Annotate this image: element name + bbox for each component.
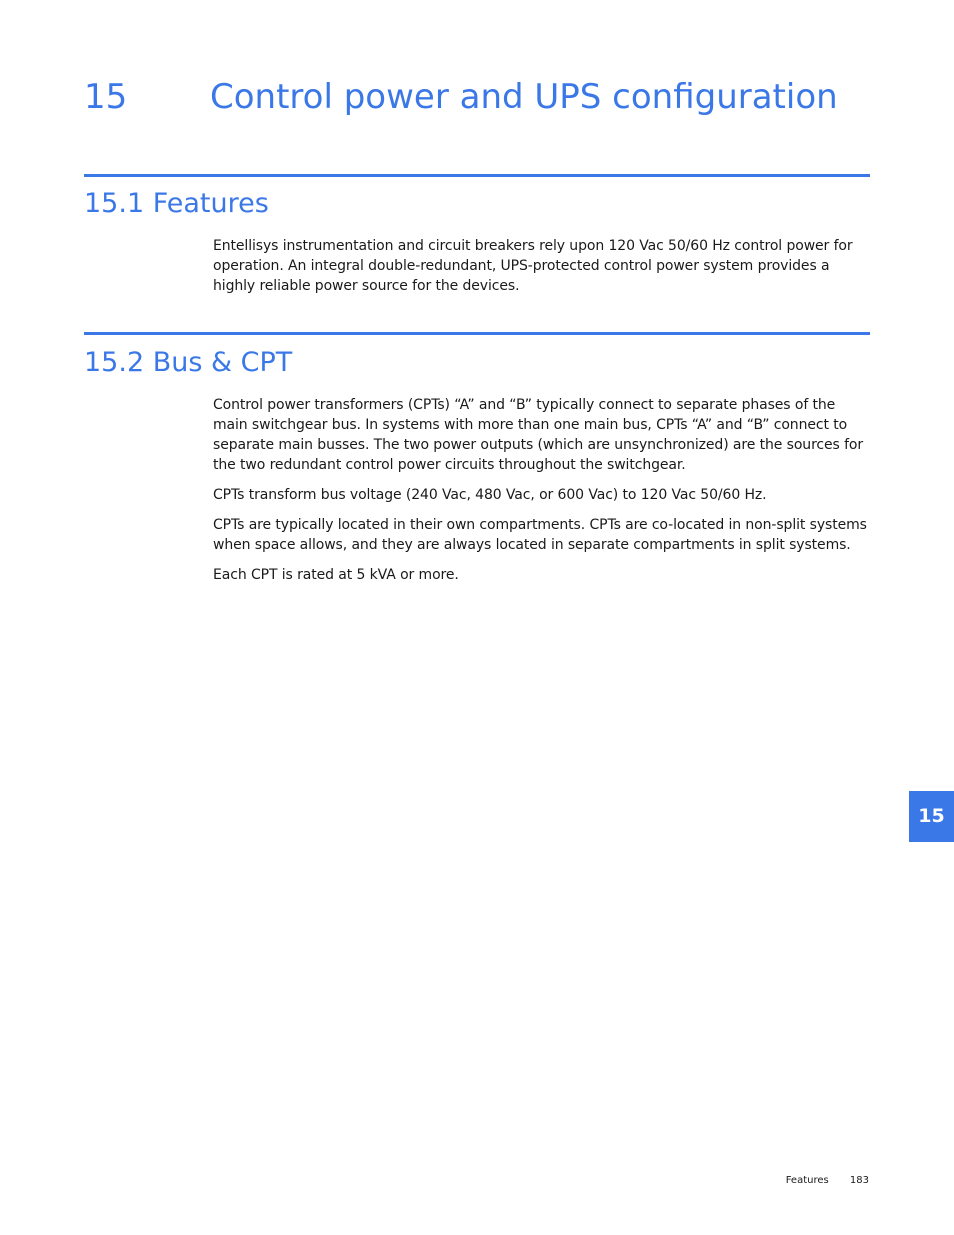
section-body-bus-cpt bbox=[213, 395, 871, 595]
paragraph: CPTs are typically located in their own compartments. CPTs are co-located in non-split systems when space allows, and they are always located in separate compartments in split systems. bbox=[213, 517, 867, 553]
paragraph: Each CPT is rated at 5 kVA or more. bbox=[213, 567, 459, 583]
section-heading-features: 15.1 Features bbox=[84, 188, 269, 219]
footer-section-name: Features bbox=[785, 1175, 829, 1186]
section-body-features bbox=[213, 236, 871, 306]
page-footer bbox=[786, 1175, 869, 1186]
section-divider bbox=[84, 332, 870, 335]
paragraph: Entellisys instrumentation and circuit breakers rely upon 120 Vac 50/60 Hz control power for operation. An integral double-redundant, UPS-protected control power system provides a highly reliable power source for the devices. bbox=[213, 238, 853, 294]
chapter-title-text: Control power and UPS configuration bbox=[210, 77, 838, 117]
chapter-tab: 15 bbox=[909, 791, 954, 842]
section-heading-bus-cpt: 15.2 Bus & CPT bbox=[84, 347, 293, 378]
section-divider bbox=[84, 174, 870, 177]
paragraph: Control power transformers (CPTs) “A” and “B” typically connect to separate phases of the main switchgear bus. In systems with more than one main bus, CPTs “A” and “B” connect to separate main busses. The two power outputs (which are unsynchronized) are the sources for the two redundant control power circuits throughout the switchgear. bbox=[213, 397, 864, 473]
chapter-title bbox=[84, 74, 884, 122]
chapter-number: 15 bbox=[84, 77, 128, 117]
paragraph: CPTs transform bus voltage (240 Vac, 480 Vac, or 600 Vac) to 120 Vac 50/60 Hz. bbox=[213, 487, 767, 503]
page-number: 183 bbox=[849, 1175, 869, 1186]
